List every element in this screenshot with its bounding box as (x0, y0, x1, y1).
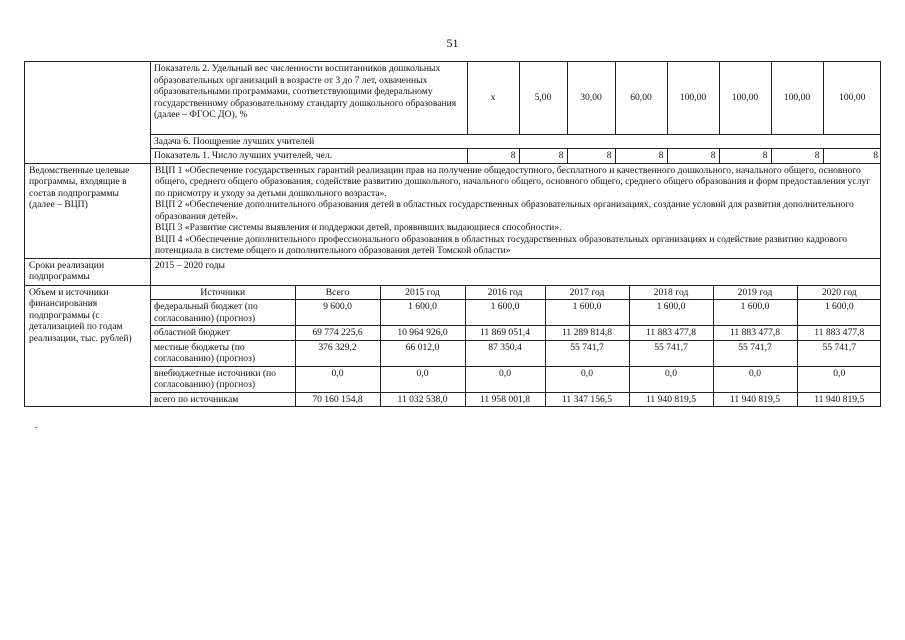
funding-cell: 87 350,4 (465, 340, 545, 366)
indicator1-value: 8 (771, 149, 823, 163)
vcp-content (151, 163, 881, 258)
funding-header-row (151, 286, 881, 300)
funding-cell: 9 600,0 (295, 300, 380, 326)
funding-cell: 11 869 051,4 (465, 326, 545, 341)
funding-cell: 70 160 154,8 (295, 392, 380, 406)
funding-cell: 11 940 819,5 (797, 392, 881, 406)
funding-cell: 1 600,0 (713, 300, 797, 326)
task6-title: Задача 6. Поощрение лучших учителей (151, 134, 881, 149)
indicator1-value: 8 (823, 149, 881, 163)
task6-row (151, 134, 881, 149)
funding-cell: 0,0 (545, 366, 629, 392)
funding-header: 2020 год (797, 286, 881, 300)
indicator2-value: х (467, 62, 519, 134)
funding-row-regional (151, 326, 881, 341)
funding-cell: 55 741,7 (713, 340, 797, 366)
funding-cell: 55 741,7 (797, 340, 881, 366)
vcp-item: ВЦП 4 «Обеспечение дополнительного профессионального образования в областных государственных образовательных организациях и содействие развитию кадрового потенциала в системе общего и дополнительного образования детей Томской области» (155, 233, 848, 256)
indicator1-value: 8 (467, 149, 519, 163)
funding-cell: 69 774 225,6 (295, 326, 380, 341)
funding-header: 2019 год (713, 286, 797, 300)
indicator2-value: 100,00 (771, 62, 823, 134)
indicators-content-cell (151, 62, 881, 164)
page-number: 51 (446, 36, 459, 50)
funding-cell: 11 289 814,8 (545, 326, 629, 341)
funding-row (25, 285, 881, 407)
funding-cell: 11 032 538,0 (380, 392, 465, 406)
indicator1-value: 8 (615, 149, 667, 163)
funding-cell: 1 600,0 (465, 300, 545, 326)
funding-source: местные бюджеты (по согласованию) (прогноз) (151, 340, 295, 366)
funding-header: 2015 год (380, 286, 465, 300)
subprogram-passport-table (24, 61, 881, 407)
indicator2-value: 5,00 (519, 62, 567, 134)
funding-cell: 1 600,0 (797, 300, 881, 326)
indicator1-row (151, 149, 881, 163)
vcp-label: Ведомственные целевые программы, входящие в состав подпрограммы (далее – ВЦП) (25, 163, 151, 258)
funding-cell: 11 883 477,8 (629, 326, 713, 341)
funding-header: 2016 год (465, 286, 545, 300)
funding-cell: 0,0 (713, 366, 797, 392)
funding-cell: 1 600,0 (545, 300, 629, 326)
funding-table (151, 286, 881, 407)
funding-source: всего по источникам (151, 392, 295, 406)
funding-cell: 55 741,7 (629, 340, 713, 366)
funding-label: Объем и источники финансирования подпрограммы (с детализацией по годам реализации, тыс. рублей) (25, 285, 151, 407)
indicator2-name: Показатель 2. Удельный вес численности воспитанников дошкольных образовательных организаций в возрасте от 3 до 7 лет, охваченных образовательными программами, соответствующими федеральному государственному образовательному стандарту дошкольного образования (далее – ФГОС ДО), % (151, 62, 467, 134)
funding-source: внебюджетные источники (по согласованию) (прогноз) (151, 366, 295, 392)
funding-header: 2017 год (545, 286, 629, 300)
funding-source: федеральный бюджет (по согласованию) (прогноз) (151, 300, 295, 326)
funding-cell: 0,0 (295, 366, 380, 392)
funding-row-federal (151, 300, 881, 326)
funding-cell: 0,0 (797, 366, 881, 392)
funding-header: 2018 год (629, 286, 713, 300)
indicator1-value: 8 (667, 149, 719, 163)
indicator2-value: 100,00 (667, 62, 719, 134)
indicator1-value: 8 (567, 149, 615, 163)
funding-cell: 376 329,2 (295, 340, 380, 366)
funding-cell: 55 741,7 (545, 340, 629, 366)
funding-cell: 1 600,0 (380, 300, 465, 326)
funding-cell: 0,0 (629, 366, 713, 392)
terms-row (25, 258, 881, 285)
vcp-item: ВЦП 2 «Обеспечение дополнительного образования детей в областных государственных образовательных организациях, создание условий для развития дополнительного образования детей». (155, 199, 854, 222)
indicator2-value: 30,00 (567, 62, 615, 134)
funding-source: областной бюджет (151, 326, 295, 341)
indicator1-name: Показатель 1. Число лучших учителей, чел. (151, 149, 467, 163)
vcp-row (25, 163, 881, 258)
funding-cell: 0,0 (380, 366, 465, 392)
funding-cell: 11 940 819,5 (713, 392, 797, 406)
terms-value: 2015 – 2020 годы (151, 258, 881, 285)
funding-header: Источники (151, 286, 295, 300)
trailing-mark: . (35, 420, 38, 431)
funding-cell: 10 964 926,0 (380, 326, 465, 341)
indicators-label-cell (25, 62, 151, 164)
document-table-wrapper (24, 61, 880, 407)
funding-row-local (151, 340, 881, 366)
funding-cell: 11 347 156,5 (545, 392, 629, 406)
terms-label: Сроки реализации подпрограммы (25, 258, 151, 285)
vcp-item: ВЦП 3 «Развитие системы выявления и поддержки детей, проявивших выдающиеся способности». (155, 222, 562, 233)
funding-cell: 11 883 477,8 (713, 326, 797, 341)
funding-cell: 11 940 819,5 (629, 392, 713, 406)
indicator2-value: 60,00 (615, 62, 667, 134)
funding-cell: 11 958 001,8 (465, 392, 545, 406)
indicator2-value: 100,00 (823, 62, 881, 134)
indicators-table (151, 62, 881, 163)
indicator2-value: 100,00 (719, 62, 771, 134)
vcp-item: ВЦП 1 «Обеспечение государственных гарантий реализации прав на получение общедоступного, бесплатного и качественного дошкольного, начального общего, основного общего, среднего общего образования, содействие развитию дошкольного, начального общего, основного общего, среднего общего образования и форм предоставления услуг по присмотру и уходу за детьми дошкольного возраста». (155, 164, 871, 199)
indicator2-row (151, 62, 881, 134)
indicator1-value: 8 (719, 149, 771, 163)
indicators-row (25, 62, 881, 164)
funding-header: Всего (295, 286, 380, 300)
funding-row-extrabudgetary (151, 366, 881, 392)
funding-cell: 11 883 477,8 (797, 326, 881, 341)
indicator1-value: 8 (519, 149, 567, 163)
funding-cell: 66 012,0 (380, 340, 465, 366)
funding-row-total (151, 392, 881, 406)
funding-cell: 1 600,0 (629, 300, 713, 326)
funding-content-cell (151, 285, 881, 407)
funding-cell: 0,0 (465, 366, 545, 392)
